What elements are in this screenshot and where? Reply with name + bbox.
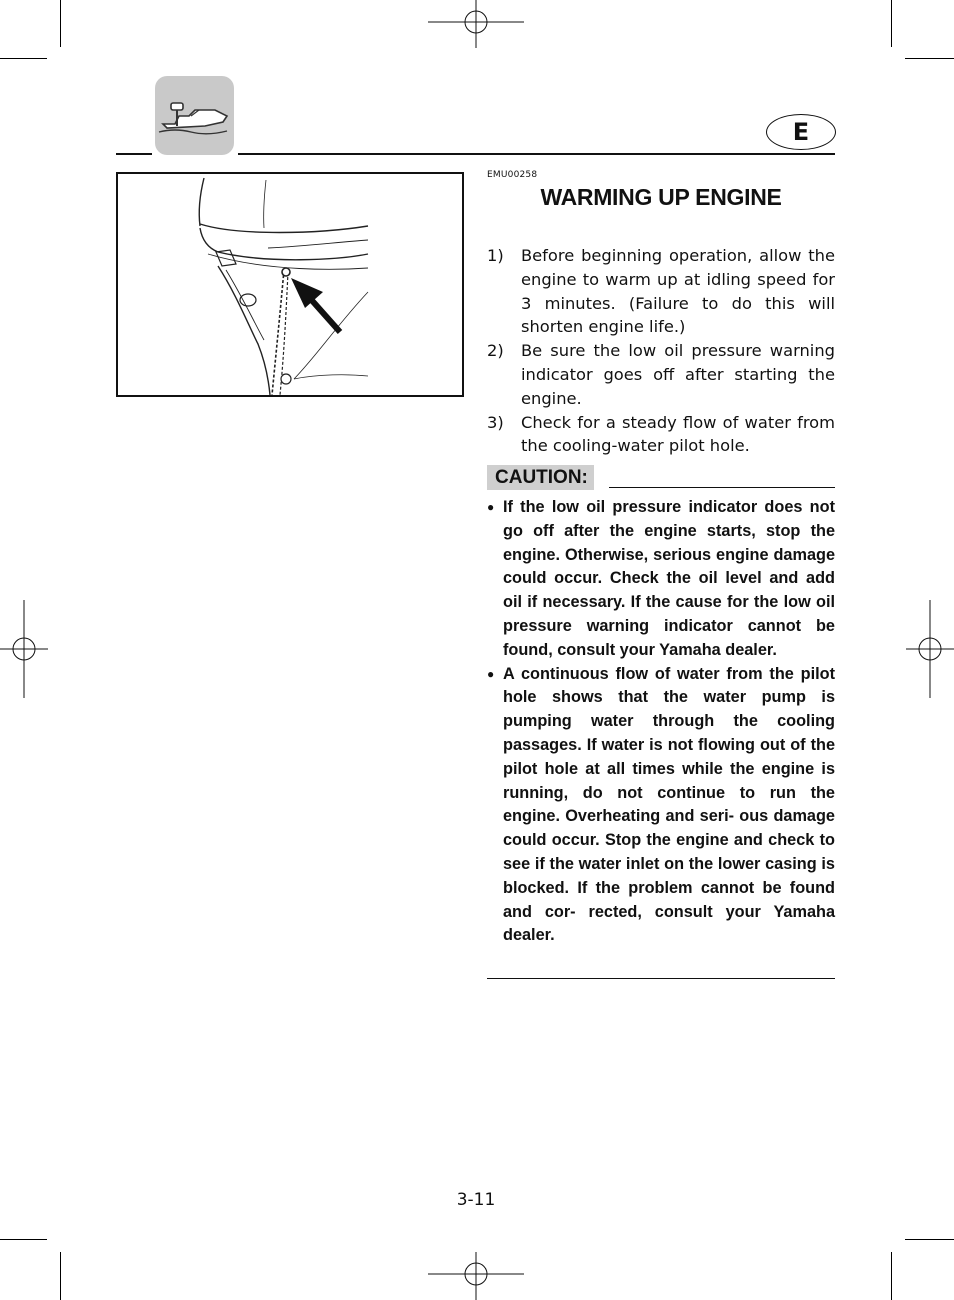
list-item: [487, 339, 835, 410]
caution-heading: [487, 465, 835, 491]
caution-end-rule: [487, 978, 835, 979]
list-item: [487, 244, 835, 339]
section-code: EMU00258: [487, 170, 538, 180]
step-list: [487, 244, 835, 458]
registration-target-right: [906, 600, 954, 698]
caution-rule: [609, 487, 835, 488]
caution-text: A continuous flow of water from the pilot hole shows that the water pump is pumping water through the cooling passages. If water is not flowing out of the pilot hole at all times while the engine is running, do not continue to run the engine. Overheating and seri- ous damage could occur. Stop the engine and check to see if the water inlet on the lower casing is blocked. If the problem cannot be found and cor- rected, consult your Yamaha dealer.: [503, 664, 835, 945]
header-rule-left: [116, 153, 152, 155]
registration-target-left: [0, 600, 48, 698]
bullet-icon: ●: [487, 500, 495, 514]
page-number: 3-11: [456, 1190, 496, 1210]
caution-text: If the low oil pressure indicator does not go off after the engine starts, stop the engine. Otherwise, serious engine damage could occur. Check the oil level and add oil if necessary. If the cause for the low oil pressure warning indicator cannot be found, consult your Yamaha dealer.: [503, 498, 835, 659]
step-text: Check for a steady flow of water from the cooling-water pilot hole.: [521, 412, 835, 456]
list-item: [487, 663, 835, 949]
section-badge: [155, 76, 234, 155]
outboard-lower-casing-pilot-hole-illustration: [118, 174, 462, 395]
caution-list: [487, 496, 835, 948]
registration-target-top: [428, 0, 524, 48]
step-text: Before beginning operation, allow the engine to warm up at idling speed for 3 minutes. (Failure to do this will shorten engine life.): [521, 246, 835, 337]
list-item: [487, 411, 835, 459]
outboard-boat-icon: [155, 76, 234, 155]
step-number: 3): [487, 412, 504, 432]
language-badge: E: [766, 114, 836, 150]
header-rule-right: [238, 153, 835, 155]
list-item: [487, 496, 835, 663]
bullet-icon: ●: [487, 666, 495, 681]
step-number: 1): [487, 246, 504, 265]
engine-illustration: [116, 172, 464, 397]
section-title: WARMING UP ENGINE: [540, 184, 782, 210]
arrow-pointer-icon: [291, 278, 340, 332]
registration-target-bottom: [428, 1252, 524, 1300]
step-text: Be sure the low oil pressure warning indicator goes off after starting the engine.: [521, 341, 835, 408]
step-number: 2): [487, 341, 504, 361]
caution-label: CAUTION:: [487, 465, 594, 490]
